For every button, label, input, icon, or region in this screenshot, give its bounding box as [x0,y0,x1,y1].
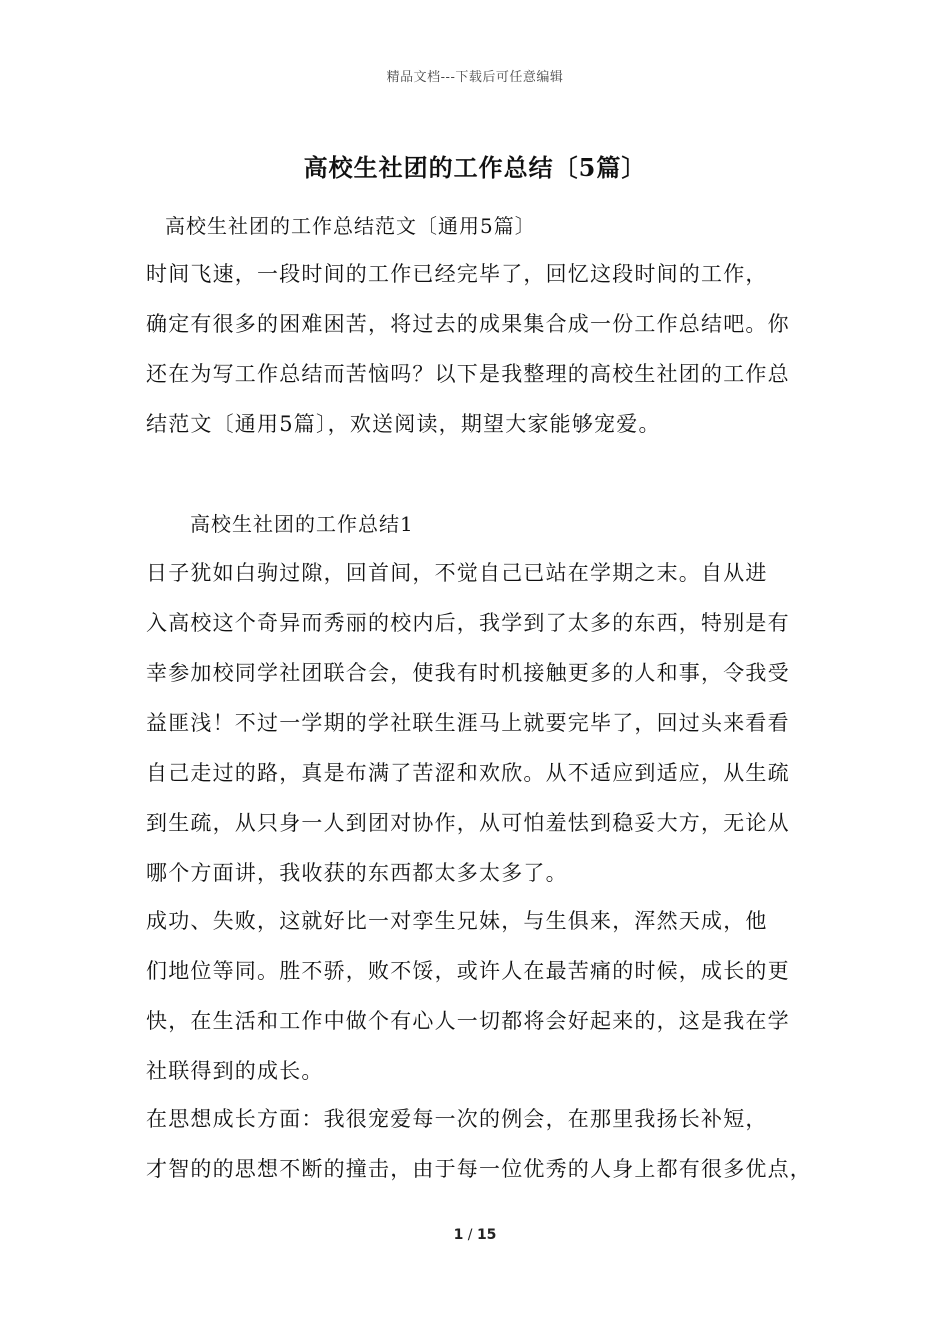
body-line: 成功、失败，这就好比一对孪生兄妹，与生俱来，浑然天成，他 [146,909,768,933]
body-line: 们地位等同。胜不骄，败不馁，或许人在最苦痛的时候，成长的更 [146,959,790,983]
body-line: 入高校这个奇异而秀丽的校内后，我学到了太多的东西，特别是有 [146,611,790,635]
body-line: 自己走过的路，真是布满了苦涩和欢欣。从不适应到适应，从生疏 [146,761,790,785]
body-line: 幸参加校同学社团联合会，使我有时机接触更多的人和事，令我受 [146,661,790,685]
page-separator: / [463,1227,477,1243]
body-line: 社联得到的成长。 [146,1059,324,1083]
body-line: 在思想成长方面：我很宠爱每一次的例会，在那里我扬长补短， [146,1107,768,1131]
page-total: 15 [476,1227,497,1243]
intro-line: 确定有很多的困难困苦，将过去的成果集合成一份工作总结吧。你 [146,312,790,336]
page-number [0,1227,950,1243]
body-line: 才智的的思想不断的撞击，由于每一位优秀的人身上都有很多优点， [146,1157,812,1181]
body-line: 到生疏，从只身一人到团对协作，从可怕羞怯到稳妥大方，无论从 [146,811,790,835]
intro-line: 时间飞速，一段时间的工作已经完毕了，回忆这段时间的工作， [146,262,768,286]
document-subtitle: 高校生社团的工作总结范文〔通用5篇〕 [165,214,536,238]
page-current: 1 [453,1227,464,1243]
page-header: 精品文档---下载后可任意编辑 [386,70,564,85]
document-title: 高校生社团的工作总结〔5篇〕 [303,153,647,182]
body-line: 日子犹如白驹过隙，回首间，不觉自己已站在学期之末。自从进 [146,561,768,585]
section-title: 高校生社团的工作总结1 [190,512,414,536]
intro-line: 还在为写工作总结而苦恼吗？以下是我整理的高校生社团的工作总 [146,362,790,386]
intro-line: 结范文〔通用5篇〕，欢送阅读，期望大家能够宠爱。 [146,412,661,436]
body-line: 益匪浅！不过一学期的学社联生涯马上就要完毕了，回过头来看看 [146,711,790,735]
body-line: 快，在生活和工作中做个有心人一切都将会好起来的，这是我在学 [146,1009,790,1033]
body-line: 哪个方面讲，我收获的东西都太多太多了。 [146,861,568,885]
